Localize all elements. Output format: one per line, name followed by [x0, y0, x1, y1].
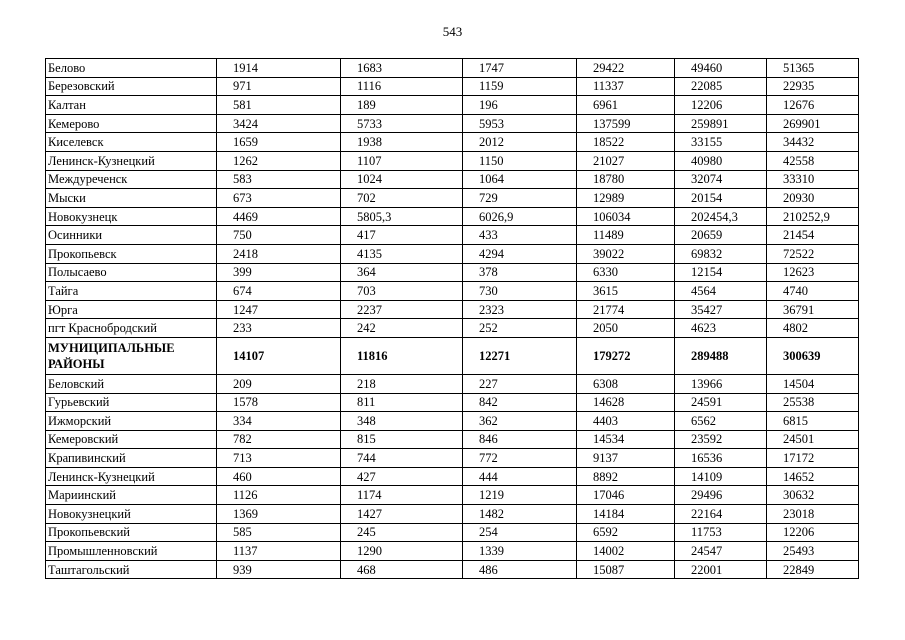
value-cell: 49460 [675, 59, 767, 78]
table-row [46, 486, 859, 505]
value-cell: 4740 [767, 282, 859, 301]
row-name-cell: Осинники [46, 226, 217, 245]
table-row [46, 244, 859, 263]
table-row [46, 226, 859, 245]
table-row [46, 133, 859, 152]
row-name-cell: пгт Краснобродский [46, 319, 217, 338]
table-row [46, 560, 859, 579]
value-cell: 22001 [675, 560, 767, 579]
value-cell: 2323 [463, 300, 577, 319]
value-cell: 6815 [767, 412, 859, 431]
value-cell: 730 [463, 282, 577, 301]
table-row [46, 319, 859, 338]
value-cell: 22164 [675, 505, 767, 524]
value-cell: 842 [463, 393, 577, 412]
row-name-cell: Гурьевский [46, 393, 217, 412]
value-cell: 334 [217, 412, 341, 431]
value-cell: 42558 [767, 151, 859, 170]
value-cell: 6592 [577, 523, 675, 542]
value-cell: 1116 [341, 77, 463, 96]
row-name-cell: Ленинск-Кузнецкий [46, 151, 217, 170]
value-cell: 137599 [577, 114, 675, 133]
row-name-cell: МУНИЦИПАЛЬНЫЕ РАЙОНЫ [46, 337, 217, 374]
value-cell: 33155 [675, 133, 767, 152]
value-cell: 1219 [463, 486, 577, 505]
table-row [46, 430, 859, 449]
value-cell: 1339 [463, 542, 577, 561]
table-row [46, 170, 859, 189]
value-cell: 811 [341, 393, 463, 412]
value-cell: 2418 [217, 244, 341, 263]
row-name-cell: Киселевск [46, 133, 217, 152]
value-cell: 12676 [767, 96, 859, 115]
row-name-cell: Междуреченск [46, 170, 217, 189]
value-cell: 362 [463, 412, 577, 431]
value-cell: 23592 [675, 430, 767, 449]
value-cell: 14002 [577, 542, 675, 561]
table-row [46, 189, 859, 208]
row-name-cell: Тайга [46, 282, 217, 301]
value-cell: 2237 [341, 300, 463, 319]
value-cell: 25538 [767, 393, 859, 412]
table-row [46, 59, 859, 78]
value-cell: 4564 [675, 282, 767, 301]
value-cell: 1024 [341, 170, 463, 189]
value-cell: 72522 [767, 244, 859, 263]
row-name-cell: Промышленновский [46, 542, 217, 561]
value-cell: 252 [463, 319, 577, 338]
value-cell: 24501 [767, 430, 859, 449]
value-cell: 51365 [767, 59, 859, 78]
value-cell: 3424 [217, 114, 341, 133]
value-cell: 1427 [341, 505, 463, 524]
row-name-cell: Прокопьевский [46, 523, 217, 542]
value-cell: 2012 [463, 133, 577, 152]
value-cell: 22085 [675, 77, 767, 96]
row-name-cell: Ленинск-Кузнецкий [46, 467, 217, 486]
table-row [46, 374, 859, 393]
table-row [46, 412, 859, 431]
table-row [46, 542, 859, 561]
value-cell: 9137 [577, 449, 675, 468]
value-cell: 744 [341, 449, 463, 468]
value-cell: 18522 [577, 133, 675, 152]
value-cell: 69832 [675, 244, 767, 263]
value-cell: 750 [217, 226, 341, 245]
value-cell: 14628 [577, 393, 675, 412]
value-cell: 33310 [767, 170, 859, 189]
value-cell: 29422 [577, 59, 675, 78]
value-cell: 233 [217, 319, 341, 338]
table-row [46, 77, 859, 96]
value-cell: 14534 [577, 430, 675, 449]
value-cell: 15087 [577, 560, 675, 579]
value-cell: 17046 [577, 486, 675, 505]
value-cell: 468 [341, 560, 463, 579]
value-cell: 289488 [675, 337, 767, 374]
value-cell: 703 [341, 282, 463, 301]
value-cell: 300639 [767, 337, 859, 374]
value-cell: 5805,3 [341, 207, 463, 226]
table-row [46, 282, 859, 301]
table-row [46, 263, 859, 282]
row-name-cell: Кемеровский [46, 430, 217, 449]
value-cell: 1064 [463, 170, 577, 189]
value-cell: 1290 [341, 542, 463, 561]
value-cell: 460 [217, 467, 341, 486]
value-cell: 32074 [675, 170, 767, 189]
value-cell: 179272 [577, 337, 675, 374]
value-cell: 6330 [577, 263, 675, 282]
value-cell: 202454,3 [675, 207, 767, 226]
value-cell: 12623 [767, 263, 859, 282]
table-body [46, 59, 859, 579]
value-cell: 581 [217, 96, 341, 115]
row-name-cell: Кемерово [46, 114, 217, 133]
row-name-cell: Полысаево [46, 263, 217, 282]
value-cell: 1137 [217, 542, 341, 561]
value-cell: 1262 [217, 151, 341, 170]
value-cell: 14184 [577, 505, 675, 524]
value-cell: 6308 [577, 374, 675, 393]
value-cell: 971 [217, 77, 341, 96]
value-cell: 11816 [341, 337, 463, 374]
value-cell: 2050 [577, 319, 675, 338]
table-row [46, 523, 859, 542]
table-row [46, 300, 859, 319]
value-cell: 13966 [675, 374, 767, 393]
row-name-cell: Калтан [46, 96, 217, 115]
value-cell: 8892 [577, 467, 675, 486]
value-cell: 11753 [675, 523, 767, 542]
value-cell: 729 [463, 189, 577, 208]
value-cell: 1126 [217, 486, 341, 505]
value-cell: 1482 [463, 505, 577, 524]
row-name-cell: Березовский [46, 77, 217, 96]
value-cell: 486 [463, 560, 577, 579]
value-cell: 24591 [675, 393, 767, 412]
value-cell: 189 [341, 96, 463, 115]
value-cell: 106034 [577, 207, 675, 226]
value-cell: 11337 [577, 77, 675, 96]
row-name-cell: Мыски [46, 189, 217, 208]
value-cell: 846 [463, 430, 577, 449]
value-cell: 444 [463, 467, 577, 486]
row-name-cell: Крапивинский [46, 449, 217, 468]
value-cell: 29496 [675, 486, 767, 505]
value-cell: 417 [341, 226, 463, 245]
value-cell: 815 [341, 430, 463, 449]
table-row [46, 96, 859, 115]
value-cell: 4623 [675, 319, 767, 338]
value-cell: 585 [217, 523, 341, 542]
value-cell: 24547 [675, 542, 767, 561]
table-row [46, 114, 859, 133]
value-cell: 16536 [675, 449, 767, 468]
data-table [45, 58, 859, 579]
value-cell: 939 [217, 560, 341, 579]
value-cell: 242 [341, 319, 463, 338]
value-cell: 227 [463, 374, 577, 393]
value-cell: 40980 [675, 151, 767, 170]
value-cell: 1938 [341, 133, 463, 152]
value-cell: 6026,9 [463, 207, 577, 226]
row-name-cell: Юрга [46, 300, 217, 319]
value-cell: 5733 [341, 114, 463, 133]
value-cell: 20659 [675, 226, 767, 245]
value-cell: 269901 [767, 114, 859, 133]
value-cell: 20930 [767, 189, 859, 208]
value-cell: 1578 [217, 393, 341, 412]
value-cell: 583 [217, 170, 341, 189]
value-cell: 12271 [463, 337, 577, 374]
value-cell: 34432 [767, 133, 859, 152]
value-cell: 12206 [675, 96, 767, 115]
value-cell: 782 [217, 430, 341, 449]
value-cell: 364 [341, 263, 463, 282]
value-cell: 6562 [675, 412, 767, 431]
value-cell: 22935 [767, 77, 859, 96]
value-cell: 218 [341, 374, 463, 393]
value-cell: 1159 [463, 77, 577, 96]
value-cell: 4802 [767, 319, 859, 338]
value-cell: 196 [463, 96, 577, 115]
row-name-cell: Новокузнецкий [46, 505, 217, 524]
value-cell: 1659 [217, 133, 341, 152]
value-cell: 23018 [767, 505, 859, 524]
value-cell: 399 [217, 263, 341, 282]
value-cell: 209 [217, 374, 341, 393]
value-cell: 259891 [675, 114, 767, 133]
value-cell: 5953 [463, 114, 577, 133]
row-name-cell: Таштагольский [46, 560, 217, 579]
row-name-cell: Прокопьевск [46, 244, 217, 263]
value-cell: 21454 [767, 226, 859, 245]
row-name-cell: Новокузнецк [46, 207, 217, 226]
row-name-cell: Мариинский [46, 486, 217, 505]
value-cell: 245 [341, 523, 463, 542]
value-cell: 1914 [217, 59, 341, 78]
value-cell: 22849 [767, 560, 859, 579]
value-cell: 1247 [217, 300, 341, 319]
value-cell: 348 [341, 412, 463, 431]
value-cell: 6961 [577, 96, 675, 115]
value-cell: 1683 [341, 59, 463, 78]
value-cell: 1747 [463, 59, 577, 78]
value-cell: 18780 [577, 170, 675, 189]
value-cell: 20154 [675, 189, 767, 208]
table-row [46, 505, 859, 524]
value-cell: 4403 [577, 412, 675, 431]
value-cell: 4469 [217, 207, 341, 226]
table-row [46, 449, 859, 468]
value-cell: 4294 [463, 244, 577, 263]
table-row [46, 337, 859, 374]
value-cell: 36791 [767, 300, 859, 319]
value-cell: 673 [217, 189, 341, 208]
value-cell: 25493 [767, 542, 859, 561]
value-cell: 4135 [341, 244, 463, 263]
value-cell: 14504 [767, 374, 859, 393]
value-cell: 1174 [341, 486, 463, 505]
value-cell: 254 [463, 523, 577, 542]
value-cell: 39022 [577, 244, 675, 263]
value-cell: 427 [341, 467, 463, 486]
row-name-cell: Ижморский [46, 412, 217, 431]
value-cell: 702 [341, 189, 463, 208]
value-cell: 21774 [577, 300, 675, 319]
value-cell: 713 [217, 449, 341, 468]
table-row [46, 151, 859, 170]
value-cell: 1369 [217, 505, 341, 524]
value-cell: 14109 [675, 467, 767, 486]
table-row [46, 393, 859, 412]
value-cell: 12206 [767, 523, 859, 542]
value-cell: 35427 [675, 300, 767, 319]
value-cell: 1150 [463, 151, 577, 170]
value-cell: 17172 [767, 449, 859, 468]
value-cell: 772 [463, 449, 577, 468]
value-cell: 30632 [767, 486, 859, 505]
value-cell: 14107 [217, 337, 341, 374]
value-cell: 1107 [341, 151, 463, 170]
value-cell: 433 [463, 226, 577, 245]
value-cell: 12989 [577, 189, 675, 208]
row-name-cell: Беловский [46, 374, 217, 393]
table-row [46, 467, 859, 486]
page-number: 543 [442, 24, 463, 39]
value-cell: 210252,9 [767, 207, 859, 226]
value-cell: 14652 [767, 467, 859, 486]
value-cell: 3615 [577, 282, 675, 301]
value-cell: 11489 [577, 226, 675, 245]
value-cell: 12154 [675, 263, 767, 282]
value-cell: 21027 [577, 151, 675, 170]
table-row [46, 207, 859, 226]
value-cell: 674 [217, 282, 341, 301]
value-cell: 378 [463, 263, 577, 282]
row-name-cell: Белово [46, 59, 217, 78]
